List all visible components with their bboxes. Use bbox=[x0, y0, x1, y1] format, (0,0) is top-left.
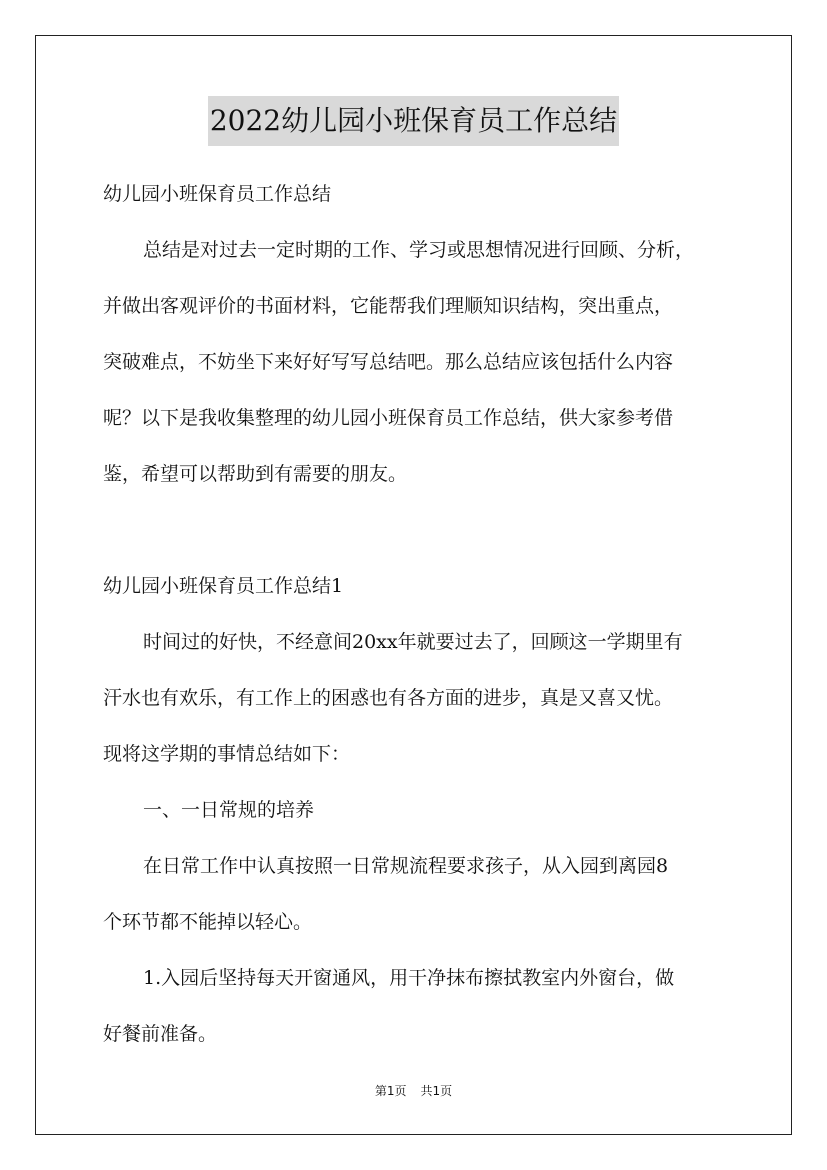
document-body bbox=[103, 166, 743, 1062]
text-line: 时间过的好快，不经意间20xx年就要过去了，回顾这一学期里有 bbox=[143, 631, 683, 653]
text-line: 一、一日常规的培养 bbox=[143, 799, 315, 821]
text-line: 个环节都不能掉以轻心。 bbox=[103, 911, 313, 933]
text-line: 并做出客观评价的书面材料，它能帮我们理顺知识结构，突出重点， bbox=[103, 295, 674, 317]
text-line: 呢？以下是我收集整理的幼儿园小班保育员工作总结，供大家参考借 bbox=[103, 407, 674, 429]
text-line: 突破难点，不妨坐下来好好写写总结吧。那么总结应该包括什么内容 bbox=[103, 351, 674, 373]
text-line: 幼儿园小班保育员工作总结 bbox=[103, 183, 332, 205]
page-number: 第1页 bbox=[374, 1084, 407, 1098]
text-line: 在日常工作中认真按照一日常规流程要求孩子，从入园到离园8 bbox=[143, 855, 669, 877]
text-line: 好餐前准备。 bbox=[103, 1023, 218, 1045]
text-line: 1.入园后坚持每天开窗通风，用干净抹布擦拭教室内外窗台，做 bbox=[143, 967, 675, 989]
text-line: 鉴，希望可以帮助到有需要的朋友。 bbox=[103, 463, 408, 485]
page-total: 共1页 bbox=[420, 1084, 453, 1098]
blank-line bbox=[103, 502, 743, 558]
text-line: 汗水也有欢乐，有工作上的困惑也有各方面的进步，真是又喜又忧。 bbox=[103, 687, 674, 709]
document-title: 2022幼儿园小班保育员工作总结 bbox=[208, 96, 619, 146]
title-container bbox=[0, 96, 827, 146]
text-line: 幼儿园小班保育员工作总结1 bbox=[103, 575, 344, 597]
page-footer bbox=[0, 1082, 827, 1099]
text-line: 现将这学期的事情总结如下： bbox=[103, 743, 351, 765]
text-line: 总结是对过去一定时期的工作、学习或思想情况进行回顾、分析， bbox=[143, 239, 695, 261]
